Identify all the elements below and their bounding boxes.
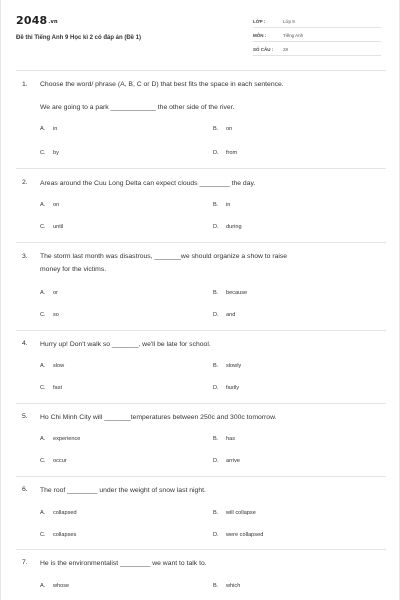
meta-class-value: Lớp 9: [283, 19, 295, 24]
page-header: [1, 0, 400, 60]
option-b[interactable]: B. slowly: [213, 363, 242, 369]
option-d[interactable]: D. and: [213, 312, 236, 318]
option-c[interactable]: C. so: [40, 312, 59, 318]
option-c[interactable]: C. until: [40, 224, 64, 230]
logo-text: 2048: [16, 14, 48, 27]
option-a[interactable]: A. in: [40, 126, 58, 132]
option-b[interactable]: B. which: [213, 583, 241, 589]
document-title: Đề thi Tiếng Anh 9 Học kì 2 có đáp án (Đề 1): [16, 35, 142, 41]
question-divider: [16, 403, 386, 404]
option-a[interactable]: A. experience: [40, 436, 81, 442]
option-c[interactable]: C. occur: [40, 458, 67, 464]
question-number: 5.: [22, 413, 28, 420]
question-divider: [16, 549, 386, 550]
meta-count-row: [253, 44, 381, 56]
meta-class-label: LỚP :: [253, 19, 266, 24]
option-a[interactable]: A. collapsed: [40, 510, 77, 516]
option-c[interactable]: C. by: [40, 150, 59, 156]
option-d[interactable]: D. were collapsed: [213, 532, 264, 538]
question-number: 7.: [22, 559, 28, 566]
question-divider: [16, 476, 386, 477]
question-text: Hurry up! Don't walk so _______, we'll be late for school.: [40, 341, 211, 348]
option-b[interactable]: B. will collapse: [213, 510, 256, 516]
meta-subject-value: Tiếng Anh: [283, 33, 304, 38]
option-c[interactable]: C. fast: [40, 385, 63, 391]
question-text: The storm last month was disastrous, _______we should organize a show to raise: [40, 253, 288, 260]
header-divider: [16, 70, 386, 71]
question-divider: [16, 168, 386, 169]
question-number: 1.: [22, 81, 28, 88]
option-b[interactable]: B. because: [213, 290, 248, 296]
question-text-line2: money for the victims.: [40, 266, 107, 273]
option-b[interactable]: B. on: [213, 126, 233, 132]
option-b[interactable]: B. has: [213, 436, 236, 442]
meta-class-row: [253, 16, 381, 28]
question-text: Areas around the Cuu Long Delta can expect clouds ________ the day.: [40, 180, 256, 187]
option-d[interactable]: D. arrive: [213, 458, 240, 464]
question-text: He is the environmentalist ________ we want to talk to.: [40, 560, 207, 567]
option-d[interactable]: D. fastly: [213, 385, 240, 391]
question-text: Choose the word/ phrase (A, B, C or D) that best fits the space in each sentence.: [40, 81, 284, 88]
meta-count-label: SỐ CÂU :: [253, 47, 274, 52]
option-a[interactable]: A. slow: [40, 363, 65, 369]
option-b[interactable]: B. in: [213, 202, 231, 208]
logo-suffix: .vn: [48, 19, 58, 25]
question-text: Ho Chi Minh City will _______temperatures between 250c and 300c tomorrow.: [40, 414, 277, 421]
option-a[interactable]: A. or: [40, 290, 58, 296]
meta-subject-label: MÔN :: [253, 33, 267, 38]
meta-count-value: 28: [283, 47, 289, 52]
option-d[interactable]: D. during: [213, 224, 242, 230]
question-divider: [16, 242, 386, 243]
question-number: 2.: [22, 179, 28, 186]
question-number: 4.: [22, 340, 28, 347]
option-c[interactable]: C. collapses: [40, 532, 77, 538]
option-d[interactable]: D. from: [213, 150, 238, 156]
question-text-line2: We are going to a park ____________ the other side of the river.: [40, 104, 235, 111]
question-number: 6.: [22, 486, 28, 493]
site-logo[interactable]: [16, 14, 58, 27]
question-number: 3.: [22, 253, 28, 260]
question-text: The roof ________ under the weight of snow last night.: [40, 487, 206, 494]
option-a[interactable]: A. whose: [40, 583, 70, 589]
option-a[interactable]: A. on: [40, 202, 60, 208]
meta-subject-row: [253, 30, 381, 42]
question-divider: [16, 330, 386, 331]
